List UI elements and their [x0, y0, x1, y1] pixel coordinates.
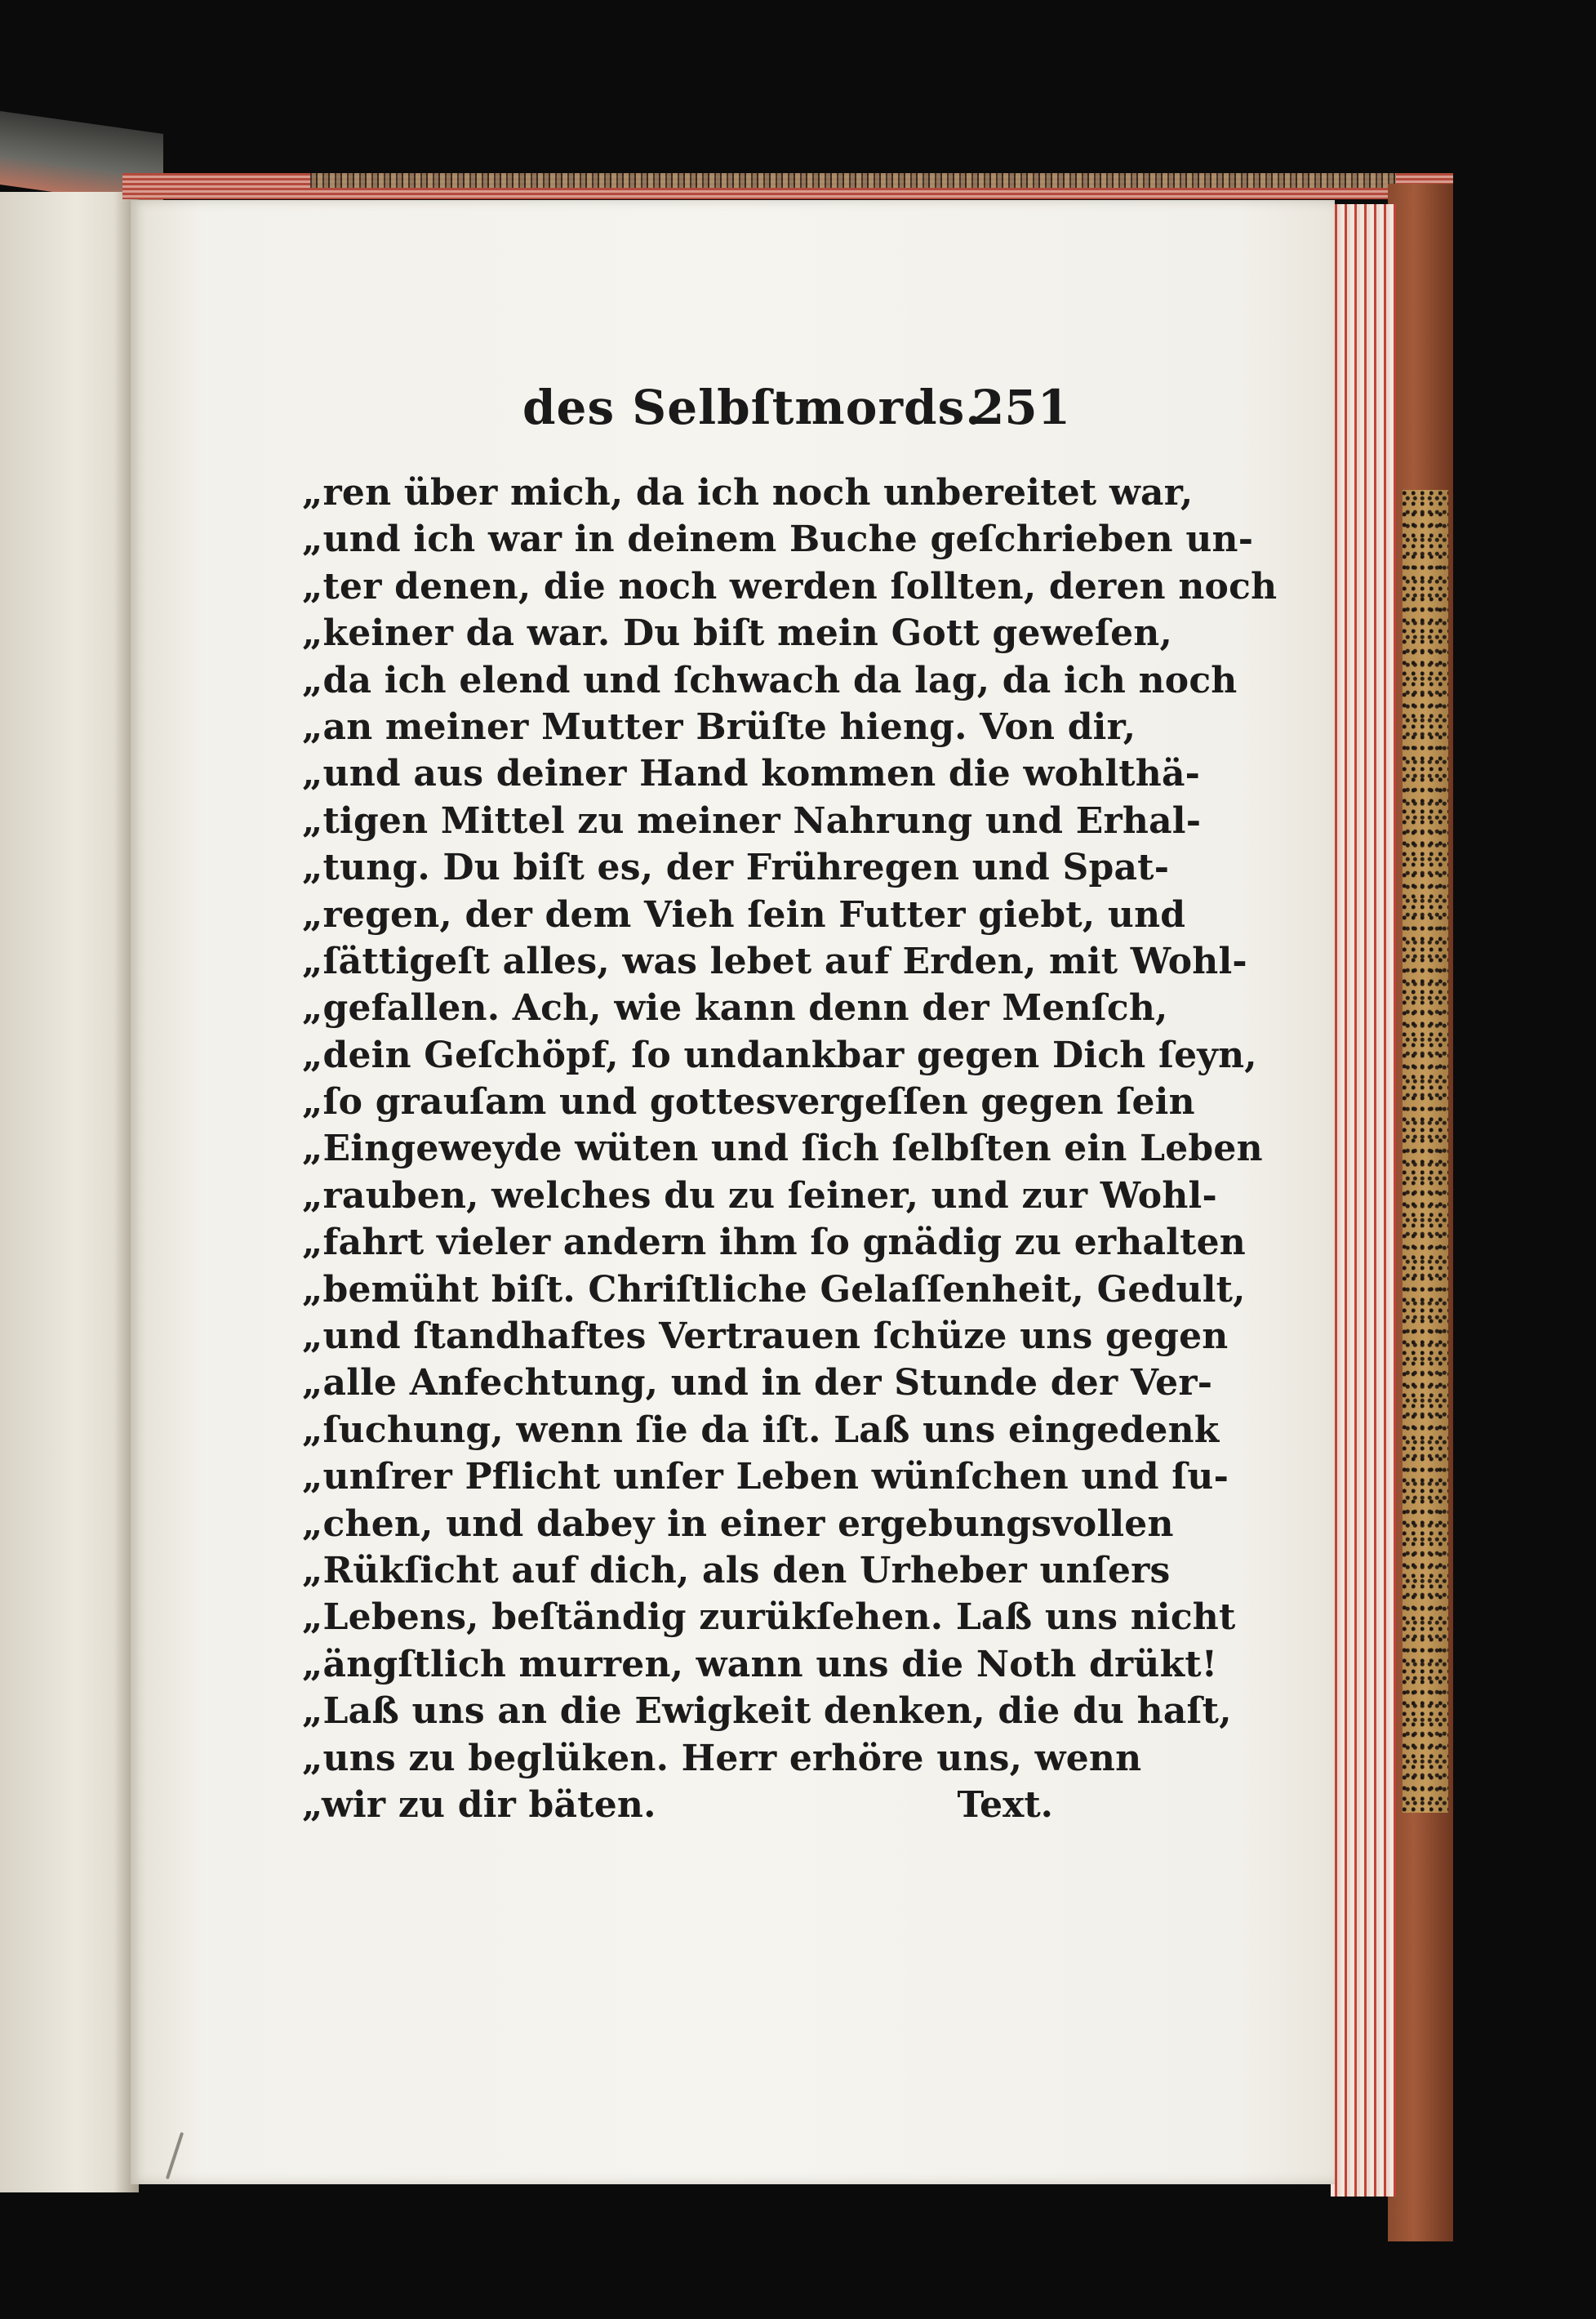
text-line: „chen, und dabey in einer ergebungsvollen: [302, 1502, 1174, 1545]
text-line: „Rükſicht auf dich, als den Urheber unſers: [302, 1549, 1171, 1591]
text-line: „fahrt vieler andern ihm ſo gnädig zu erhalten: [302, 1222, 1246, 1264]
text-line: „wir zu dir bäten.: [302, 1783, 656, 1826]
text-line: „Lebens, beſtändig zurükſehen. Laß uns nicht: [302, 1596, 1236, 1639]
text-line: „uns zu beglüken. Herr erhöre uns, wenn: [302, 1737, 1142, 1779]
text-line: „da ich elend und ſchwach da lag, da ich noch: [302, 659, 1238, 701]
text-line: „bemüht biſt. Chriſtliche Gelaſſenheit, Gedult,: [302, 1268, 1246, 1311]
text-line: „alle Anfechtung, und in der Stunde der Ver-: [302, 1362, 1213, 1404]
text-line: „gefallen. Ach, wie kann denn der Menſch,: [302, 987, 1168, 1030]
text-line: „an meiner Mutter Brüſte hieng. Von dir,: [302, 705, 1136, 748]
text-line: „tigen Mittel zu meiner Nahrung und Erhal-: [302, 799, 1202, 842]
text-line: „rauben, welches du zu ſeiner, und zur Wohl-: [302, 1174, 1217, 1217]
text-line: „Eingeweyde wüten und ſich ſelbſten ein Leben: [302, 1128, 1263, 1170]
text-line: „ter denen, die noch werden ſollten, deren noch: [302, 565, 1278, 608]
text-line: „und ich war in deinem Buche geſchrieben un-: [302, 519, 1254, 561]
body-text: [302, 470, 1278, 1828]
text-line: „ſo grauſam und gottesvergeſſen gegen ſein: [302, 1081, 1195, 1124]
text-line: „ren über mich, da ich noch unbereitet war,: [302, 472, 1194, 514]
fore-edge-pages: [1331, 204, 1396, 2197]
text-line: „keiner da war. Du biſt mein Gott geweſen,: [302, 612, 1172, 655]
speckled-edge: [310, 173, 1396, 188]
right-page: [131, 200, 1335, 2184]
text-line: „dein Geſchöpf, ſo undankbar gegen Dich ſeyn,: [302, 1034, 1257, 1076]
text-line: „unſrer Pflicht unſer Leben wünſchen und ſu-: [302, 1456, 1229, 1498]
text-line: „tung. Du biſt es, der Frühregen und Spat-: [302, 847, 1170, 889]
catchword: Text.: [957, 1784, 1053, 1827]
text-line: „ſättigeſt alles, was lebet auf Erden, mit Wohl-: [302, 940, 1247, 982]
marbled-cover: [1403, 490, 1448, 1813]
page-header: [131, 380, 1335, 453]
text-line: „und ſtandhaftes Vertrauen ſchüze uns gegen: [302, 1315, 1229, 1358]
text-line: „und aus deiner Hand kommen die wohlthä-: [302, 753, 1201, 795]
page-number: 251: [971, 380, 1071, 435]
text-line: „Laß uns an die Ewigkeit denken, die du haſt,: [302, 1690, 1232, 1733]
text-line: „regen, der dem Vieh ſein Futter giebt, und: [302, 893, 1186, 936]
text-line: „ſuchung, wenn ſie da iſt. Laß uns eingedenk: [302, 1409, 1220, 1451]
running-head: des Selbſtmords.: [522, 380, 983, 435]
text-line: „ängſtlich murren, wann uns die Noth drükt!: [302, 1643, 1218, 1685]
